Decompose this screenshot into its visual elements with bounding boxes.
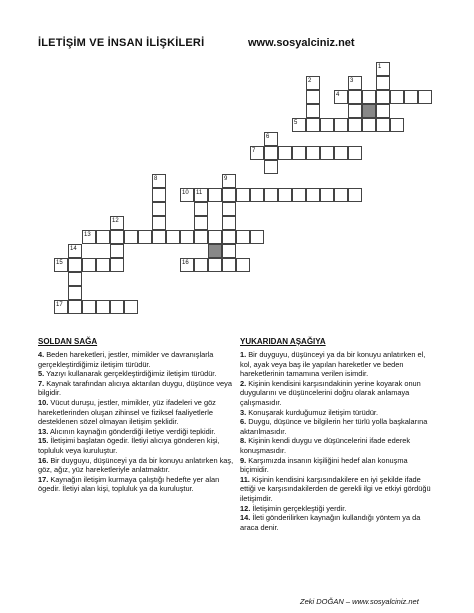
clue-across: 4. Beden hareketleri, jestler, mimikler ve davranışlarla gerçekleştirdiğimiz iletişim türüdür. xyxy=(38,350,214,369)
grid-number: 9 xyxy=(224,176,228,182)
grid-cell[interactable] xyxy=(264,188,278,202)
grid-cell[interactable] xyxy=(306,146,320,160)
grid-cell[interactable] xyxy=(180,230,194,244)
grid-number: 6 xyxy=(266,134,270,140)
grid-cell[interactable] xyxy=(68,286,82,300)
across-clues xyxy=(38,350,236,494)
down-heading: YUKARIDAN AŞAĞIYA xyxy=(240,337,326,346)
clue-down: 3. Konuşarak kurduğumuz iletişim türüdür. xyxy=(240,407,379,417)
grid-cell-shaded xyxy=(208,244,222,258)
grid-cell[interactable] xyxy=(68,300,82,314)
grid-cell[interactable] xyxy=(376,90,390,104)
grid-cell[interactable] xyxy=(236,258,250,272)
grid-number: 1 xyxy=(378,64,382,70)
grid-number: 2 xyxy=(308,78,312,84)
grid-cell[interactable] xyxy=(362,118,376,132)
grid-cell[interactable] xyxy=(222,230,236,244)
grid-cell[interactable] xyxy=(376,104,390,118)
clue-across: 16. Bir duyguyu, düşünceyi ya da bir konuyu anlatırken kaş, göz, ağız, yüz hareketleriyle anlatmaktır. xyxy=(38,455,234,475)
grid-cell[interactable] xyxy=(82,300,96,314)
grid-cell[interactable] xyxy=(138,230,152,244)
grid-cell[interactable] xyxy=(376,118,390,132)
grid-number: 14 xyxy=(70,246,77,252)
grid-cell[interactable] xyxy=(124,230,138,244)
grid-cell[interactable] xyxy=(96,230,110,244)
grid-cell[interactable] xyxy=(404,90,418,104)
across-heading: SOLDAN SAĞA xyxy=(38,337,98,346)
grid-cell[interactable] xyxy=(292,146,306,160)
clue-across: 5. Yazıyı kullanarak gerçekleştirdiğimiz iletişim türüdür. xyxy=(38,369,217,379)
footer-credit: Zeki DOĞAN – www.sosyalciniz.net xyxy=(300,597,419,606)
grid-number: 12 xyxy=(112,218,119,224)
grid-cell[interactable] xyxy=(334,118,348,132)
grid-cell[interactable] xyxy=(348,104,362,118)
grid-cell[interactable] xyxy=(110,258,124,272)
grid-number: 8 xyxy=(154,176,158,182)
grid-cell[interactable] xyxy=(320,188,334,202)
grid-number: 4 xyxy=(336,92,340,98)
grid-cell[interactable] xyxy=(334,146,348,160)
grid-cell[interactable] xyxy=(96,258,110,272)
grid-cell[interactable] xyxy=(208,188,222,202)
clue-down: 2. Kişinin kendisini karşısındakinin yerine koyarak onun duygularını ve düşüncelerini doğru olarak anlamaya çalışmasıdır. xyxy=(240,378,421,407)
site-url: www.sosyalciniz.net xyxy=(248,37,355,49)
grid-cell[interactable] xyxy=(264,146,278,160)
clue-down: 14. İleti gönderilirken kaynağın kullandığı yöntem ya da araca denir. xyxy=(240,513,421,532)
grid-cell[interactable] xyxy=(194,216,208,230)
grid-cell[interactable] xyxy=(194,230,208,244)
grid-cell[interactable] xyxy=(306,104,320,118)
grid-cell[interactable] xyxy=(334,188,348,202)
page-title: İLETİŞİM VE İNSAN İLİŞKİLERİ xyxy=(38,37,205,49)
grid-cell[interactable] xyxy=(110,230,124,244)
grid-number: 7 xyxy=(252,148,256,154)
grid-number: 10 xyxy=(182,190,189,196)
clue-down: 6. Duygu, düşünce ve bilgilerin her türlü yolla başkalarına aktarılmasıdır. xyxy=(240,417,428,436)
grid-cell[interactable] xyxy=(320,146,334,160)
grid-cell[interactable] xyxy=(222,202,236,216)
clue-across: 13. Alıcının kaynağın gönderdiği iletiye verdiği tepkidir. xyxy=(38,426,216,436)
grid-cell[interactable] xyxy=(250,230,264,244)
grid-number: 3 xyxy=(350,78,354,84)
grid-cell[interactable] xyxy=(278,146,292,160)
grid-number: 17 xyxy=(56,302,63,308)
grid-cell[interactable] xyxy=(208,258,222,272)
grid-number: 16 xyxy=(182,260,189,266)
grid-cell[interactable] xyxy=(418,90,432,104)
grid-number: 15 xyxy=(56,260,63,266)
grid-cell[interactable] xyxy=(222,216,236,230)
grid-cell[interactable] xyxy=(194,258,208,272)
grid-cell[interactable] xyxy=(264,160,278,174)
grid-cell[interactable] xyxy=(306,118,320,132)
grid-cell[interactable] xyxy=(152,188,166,202)
grid-cell[interactable] xyxy=(236,230,250,244)
grid-cell[interactable] xyxy=(362,90,376,104)
grid-cell[interactable] xyxy=(194,202,208,216)
grid-cell[interactable] xyxy=(236,188,250,202)
grid-cell[interactable] xyxy=(390,118,404,132)
grid-cell[interactable] xyxy=(306,188,320,202)
clue-across: 17. Kaynağın iletişim kurmaya çalıştığı hedefte yer alan ögedir. İletiyi alan kişi, topluluk ya da kuruluştur. xyxy=(38,474,220,494)
down-clues xyxy=(240,350,438,532)
clue-down: 8. Kişinin kendi duygu ve düşüncelerini ifade ederek konuşmasıdır. xyxy=(240,436,411,455)
grid-number: 5 xyxy=(294,120,298,126)
grid-cell[interactable] xyxy=(278,188,292,202)
grid-cell[interactable] xyxy=(376,76,390,90)
grid-cell[interactable] xyxy=(222,258,236,272)
grid-cell[interactable] xyxy=(348,146,362,160)
clue-down: 12. İletişimin gerçekleştiği yerdir. xyxy=(240,503,347,513)
grid-cell[interactable] xyxy=(110,300,124,314)
grid-cell[interactable] xyxy=(250,188,264,202)
grid-cell-shaded xyxy=(362,104,376,118)
grid-cell[interactable] xyxy=(390,90,404,104)
clue-down: 9. Karşımızda insanın kişiliğini hedef alan konuşma biçimidir. xyxy=(240,455,408,475)
grid-cell[interactable] xyxy=(292,188,306,202)
grid-cell[interactable] xyxy=(152,230,166,244)
clue-across: 15. İletişimi başlatan ögedir. İletiyi alıcıya gönderen kişi, topluluk veya kuruluştur. xyxy=(38,436,220,455)
grid-cell[interactable] xyxy=(208,230,222,244)
grid-cell[interactable] xyxy=(82,258,96,272)
grid-cell[interactable] xyxy=(152,216,166,230)
grid-cell[interactable] xyxy=(124,300,138,314)
clue-across: 7. Kaynak tarafından alıcıya aktarılan duygu, düşünce veya bilgidir. xyxy=(38,378,232,398)
grid-cell[interactable] xyxy=(166,230,180,244)
grid-cell[interactable] xyxy=(306,90,320,104)
grid-cell[interactable] xyxy=(348,118,362,132)
grid-cell[interactable] xyxy=(222,244,236,258)
grid-cell[interactable] xyxy=(68,272,82,286)
grid-cell[interactable] xyxy=(152,202,166,216)
clue-across: 10. Vücut duruşu, jestler, mimikler, yüz ifadeleri ve göz hareketlerinden oluşan zihinsel ve fiziksel faaliyetlerle desteklenen sözel olmayan iletişim şeklidir. xyxy=(38,397,216,427)
clue-down: 1. Bir duyguyu, düşünceyi ya da bir konuyu anlatırken el, kol, ayak veya baş ile yapılan hareketler ve beden hareketlerinin tamamına verilen isimdir. xyxy=(240,350,426,379)
grid-number: 13 xyxy=(84,232,91,238)
grid-cell[interactable] xyxy=(68,258,82,272)
grid-cell[interactable] xyxy=(320,118,334,132)
grid-cell[interactable] xyxy=(222,188,236,202)
grid-cell[interactable] xyxy=(110,244,124,258)
clue-down: 11. Kişinin kendisini karşısındakilere en iyi şekilde ifade ettiği ve karşısındakilerden de gerekli ilgi ve etkiyi gördüğü iletişimdir. xyxy=(240,474,431,503)
grid-number: 11 xyxy=(196,190,203,196)
grid-cell[interactable] xyxy=(348,188,362,202)
grid-cell[interactable] xyxy=(96,300,110,314)
grid-cell[interactable] xyxy=(348,90,362,104)
